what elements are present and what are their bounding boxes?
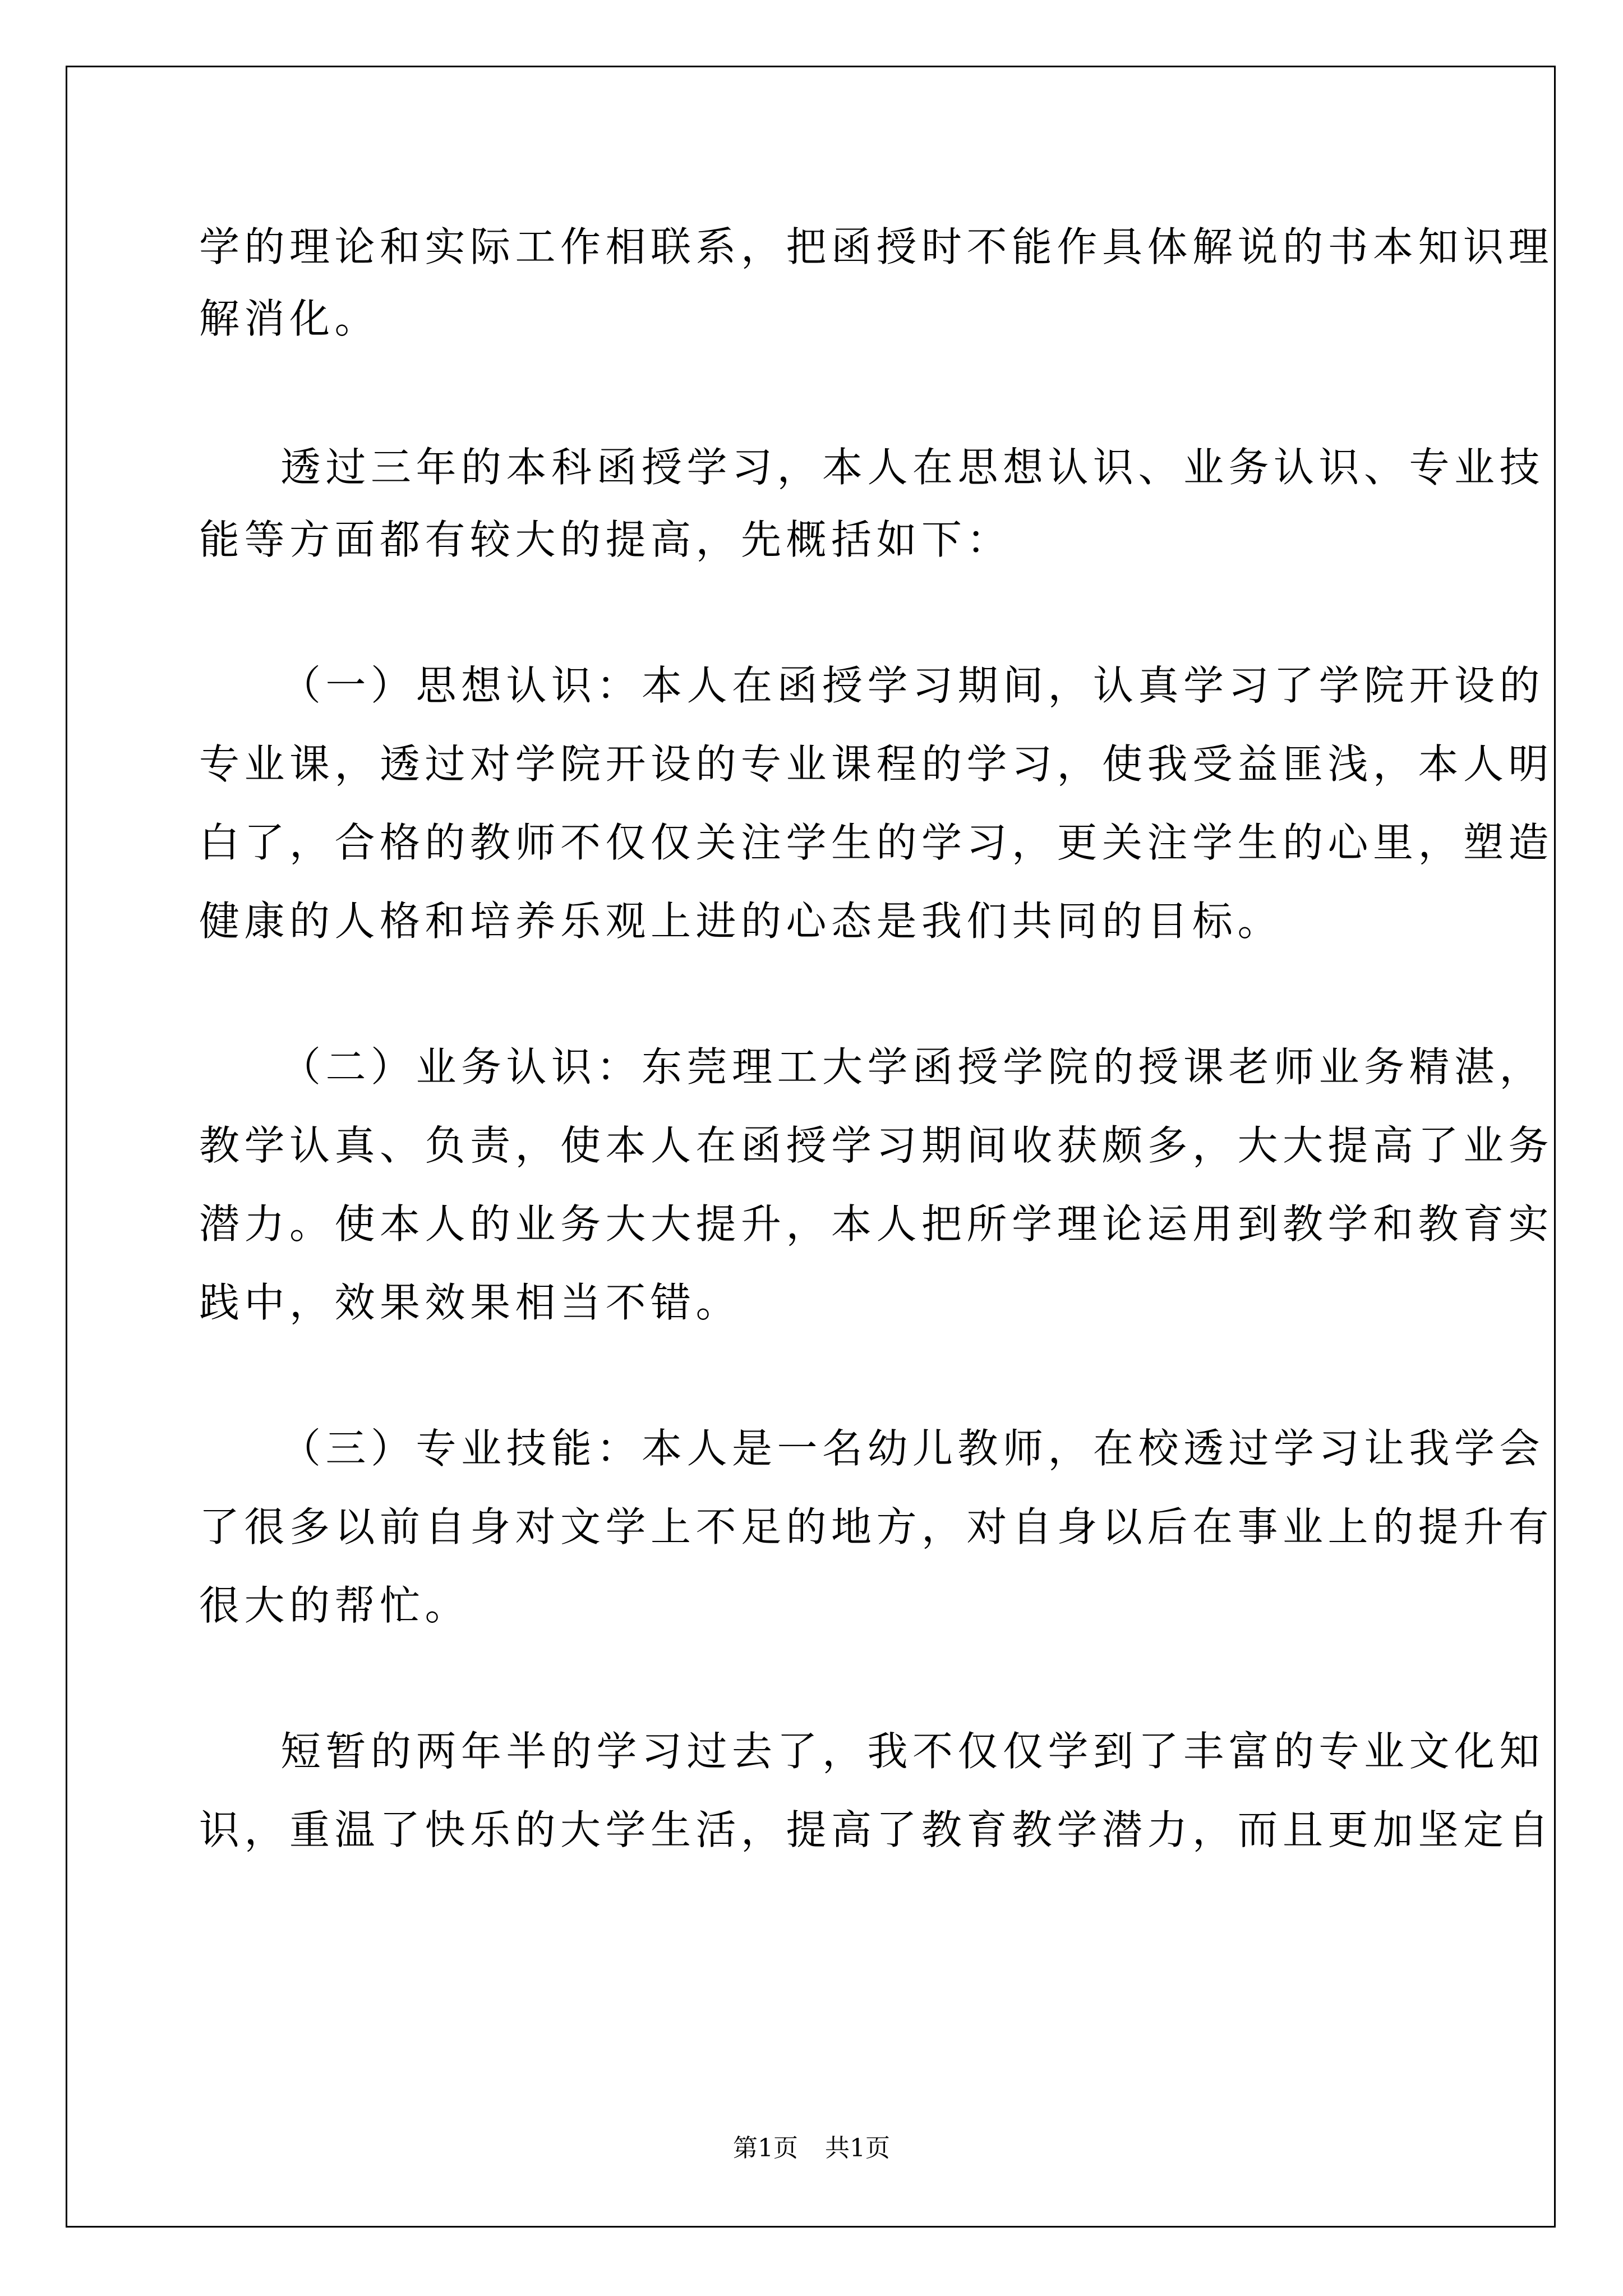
- paragraph-first-line: 透过三年的本科函授学习，本人在思想认识、业务认识、专业技: [280, 444, 1545, 491]
- paragraph-first-line: 短暂的两年半的学习过去了，我不仅仅学到了丰富的专业文化知: [280, 1728, 1545, 1775]
- text-line: 很大的帮忙。: [199, 1582, 471, 1629]
- paragraph-first-line: （二）业务认识：东莞理工大学函授学院的授课老师业务精湛，: [280, 1043, 1545, 1091]
- text-line: 潜力。使本人的业务大大提升，本人把所学理论运用到教学和教育实: [199, 1200, 1554, 1248]
- page-footer: [0, 2136, 1623, 2161]
- text-line: 白了，合格的教师不仅仅关注学生的学习，更关注学生的心里，塑造: [199, 819, 1554, 866]
- paragraph-first-line: （三）专业技能：本人是一名幼儿教师，在校透过学习让我学会: [280, 1425, 1545, 1472]
- paragraph-first-line: （一）思想认识：本人在函授学习期间，认真学习了学院开设的: [280, 662, 1545, 709]
- text-line: 践中，效果效果相当不错。: [199, 1279, 741, 1326]
- text-line: 能等方面都有较大的提高，先概括如下：: [199, 516, 1012, 563]
- text-line: 识，重温了快乐的大学生活，提高了教育教学潜力，而且更加坚定自: [199, 1806, 1554, 1853]
- text-line: 解消化。: [199, 295, 380, 342]
- text-line: 学的理论和实际工作相联系，把函授时不能作具体解说的书本知识理: [199, 223, 1554, 270]
- text-line: 了很多以前自身对文学上不足的地方，对自身以后在事业上的提升有: [199, 1503, 1554, 1550]
- text-line: 专业课，透过对学院开设的专业课程的学习，使我受益匪浅，本人明: [199, 740, 1554, 788]
- text-line: 健康的人格和培养乐观上进的心态是我们共同的目标。: [199, 898, 1283, 945]
- page-number-current: 第1页: [733, 2134, 798, 2162]
- text-line: 教学认真、负责，使本人在函授学习期间收获颇多，大大提高了业务: [199, 1122, 1554, 1169]
- page-number-total: 共1页: [825, 2134, 890, 2162]
